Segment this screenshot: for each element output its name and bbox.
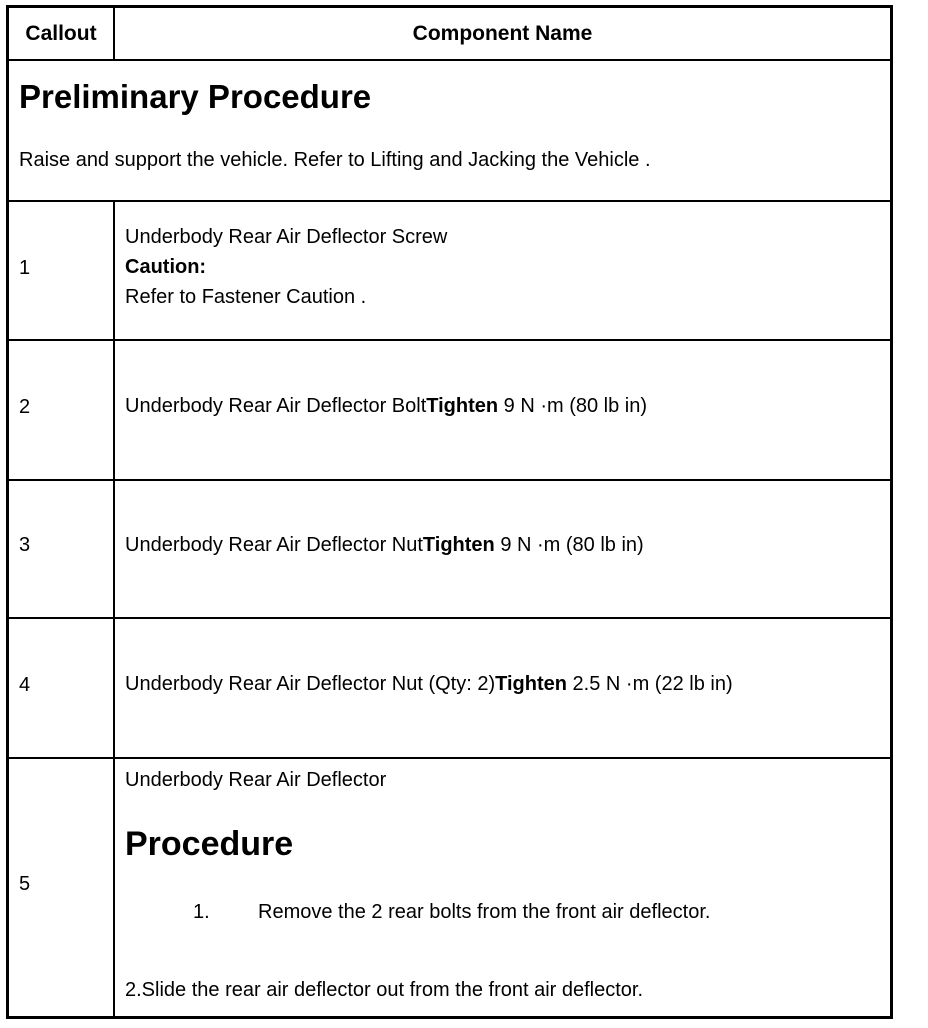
component-name: Underbody Rear Air Deflector Bolt <box>125 395 427 417</box>
tighten-label: Tighten <box>422 534 495 556</box>
preliminary-procedure-title: Preliminary Procedure <box>19 78 372 115</box>
torque-spec: 2.5 N ·m (22 lb in) <box>567 673 733 695</box>
tighten-label: Tighten <box>495 673 567 695</box>
callout-cell <box>9 759 115 1016</box>
component-name: Underbody Rear Air Deflector <box>125 769 387 791</box>
component-cell <box>115 759 890 1016</box>
callout-number: 3 <box>19 534 31 556</box>
component-description <box>125 222 447 312</box>
callout-number: 2 <box>19 396 31 418</box>
procedure-title: Procedure <box>125 825 294 863</box>
callout-number: 5 <box>19 873 31 895</box>
torque-spec: 9 N ·m (80 lb in) <box>494 534 644 556</box>
header-component-name: Component Name <box>412 21 593 45</box>
step-text: 2.Slide the rear air deflector out from the front air deflector. <box>125 979 644 1001</box>
tighten-label: Tighten <box>426 395 499 417</box>
table-row <box>9 481 890 619</box>
callout-cell <box>9 341 115 479</box>
preliminary-procedure-row <box>9 61 890 202</box>
callout-cell <box>9 202 115 339</box>
component-description <box>125 530 644 560</box>
component-description <box>125 669 733 699</box>
callout-cell <box>9 481 115 617</box>
header-callout: Callout <box>9 8 115 59</box>
table-row <box>9 619 890 759</box>
component-cell <box>115 202 890 339</box>
component-cell <box>115 481 890 617</box>
callout-cell <box>9 619 115 757</box>
component-cell <box>115 341 890 479</box>
table-row <box>9 759 890 1016</box>
caution-label: Caution: <box>125 256 207 278</box>
component-name: Underbody Rear Air Deflector Nut <box>125 534 423 556</box>
component-table <box>6 5 893 1019</box>
step-number: 1. <box>193 901 210 923</box>
caution-text: Refer to Fastener Caution . <box>125 286 367 308</box>
step-text: Remove the 2 rear bolts from the front air deflector. <box>258 901 711 923</box>
callout-number: 4 <box>19 674 31 696</box>
table-row <box>9 202 890 341</box>
component-name: Underbody Rear Air Deflector Nut (Qty: 2) <box>125 673 496 695</box>
table-header-row <box>9 8 890 61</box>
table-row <box>9 341 890 481</box>
torque-spec: 9 N ·m (80 lb in) <box>498 395 648 417</box>
component-description <box>125 391 647 421</box>
component-name: Underbody Rear Air Deflector Screw <box>125 226 448 248</box>
callout-number: 1 <box>19 257 31 279</box>
preliminary-procedure-text: Raise and support the vehicle. Refer to Lifting and Jacking the Vehicle . <box>19 149 651 171</box>
component-cell <box>115 619 890 757</box>
